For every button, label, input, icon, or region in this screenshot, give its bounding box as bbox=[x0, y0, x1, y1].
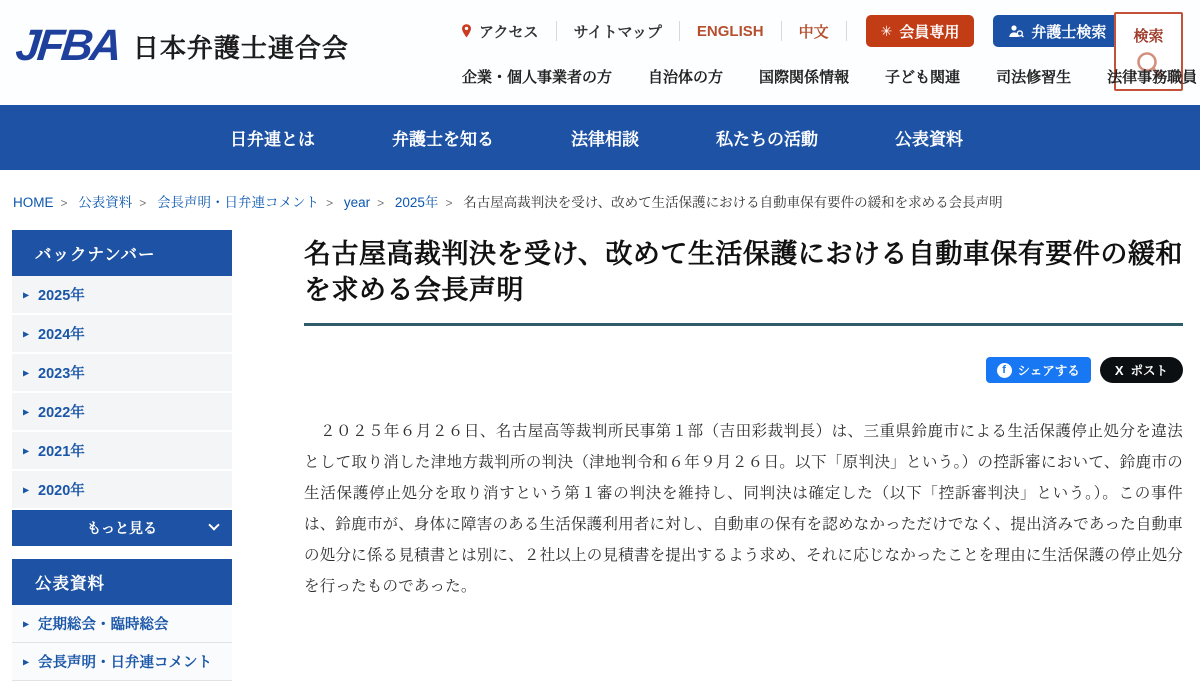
triangle-icon: ▶ bbox=[23, 619, 30, 628]
show-more-label: もっと見る bbox=[87, 520, 157, 536]
lawyer-search-button[interactable] bbox=[993, 15, 1121, 47]
breadcrumb-link[interactable]: 2025年 bbox=[394, 195, 439, 210]
triangle-icon: ▶ bbox=[23, 485, 30, 494]
facebook-share-button[interactable] bbox=[986, 357, 1091, 383]
sidebar-item-document[interactable] bbox=[12, 643, 232, 681]
sidebar-item-year[interactable] bbox=[12, 471, 232, 510]
audience-link[interactable]: 司法修習生 bbox=[996, 69, 1072, 86]
search-label: 検索 bbox=[1133, 27, 1164, 45]
share-buttons bbox=[304, 357, 1183, 383]
breadcrumb-separator-icon: > bbox=[445, 196, 453, 210]
sitemap-label: サイトマップ bbox=[573, 23, 662, 41]
audience-link[interactable]: 子ども関連 bbox=[885, 69, 961, 86]
statement-body: ２０２５年６月２６日、名古屋高等裁判所民事第１部（吉田彩裁判長）は、三重県鈴鹿市による生活保護停止処分を違法として取り消した津地方裁判所の判決（津地判令和６年９月２６日。以下「原判決」という。）の控訴審において、鈴鹿市の生活保護停止処分を取り消すという第１審の判決を維持し、同判決は確定した（以下「控訴審判決」という。）。この事件は、鈴鹿市が、身体に障害のある生活保護利用者に対し、自動車の保有を認めなかっただけでなく、提出済みであった自動車の処分に係る見積書とは別に、２社以上の見積書を提出するよう求め、それに応じなかったことを理由に生活保護の停止処分を行ったものであった。 bbox=[304, 423, 1183, 596]
documents-panel bbox=[12, 559, 232, 681]
backnumber-title: バックナンバー bbox=[12, 230, 232, 276]
sidebar-year-label: 2021年 bbox=[38, 444, 85, 460]
breadcrumb-separator-icon: > bbox=[377, 196, 385, 210]
sidebar-item-year[interactable] bbox=[12, 315, 232, 354]
breadcrumb-item bbox=[157, 195, 340, 210]
sidebar-item-year[interactable] bbox=[12, 276, 232, 315]
audience-link[interactable]: 法律事務職員 bbox=[1107, 69, 1198, 86]
sidebar-item-year[interactable] bbox=[12, 432, 232, 471]
breadcrumb-item bbox=[395, 195, 460, 210]
facebook-share-label: シェアする bbox=[1017, 364, 1080, 379]
english-label: ENGLISH bbox=[696, 22, 764, 40]
nav-item[interactable]: 公表資料 bbox=[895, 130, 963, 149]
member-only-label: 会員専用 bbox=[899, 23, 960, 41]
global-nav bbox=[0, 105, 1200, 170]
triangle-icon: ▶ bbox=[23, 407, 30, 416]
logo-acronym: JFBA bbox=[13, 21, 122, 70]
sidebar-year-label: 2020年 bbox=[38, 483, 85, 499]
breadcrumb bbox=[0, 170, 1200, 224]
utility-nav bbox=[443, 17, 1121, 45]
triangle-icon: ▶ bbox=[23, 446, 30, 455]
english-link[interactable] bbox=[680, 21, 782, 41]
breadcrumb-separator-icon: > bbox=[326, 196, 334, 210]
facebook-icon: f bbox=[997, 363, 1012, 378]
logo-org-name: 日本弁護士連合会 bbox=[132, 32, 349, 63]
sidebar bbox=[12, 230, 232, 681]
nav-item[interactable]: 法律相談 bbox=[571, 130, 639, 149]
breadcrumb-item bbox=[13, 195, 75, 210]
sidebar-year-label: 2025年 bbox=[38, 288, 85, 304]
triangle-icon: ▶ bbox=[23, 368, 30, 377]
audience-link[interactable]: 企業・個人事業者の方 bbox=[462, 69, 613, 86]
triangle-icon: ▶ bbox=[23, 657, 30, 666]
audience-nav bbox=[462, 66, 1197, 87]
lawyer-search-icon bbox=[1008, 24, 1024, 39]
show-more-button[interactable] bbox=[12, 510, 232, 546]
member-icon: ✳ bbox=[880, 23, 893, 39]
breadcrumb-link[interactable]: year bbox=[343, 195, 371, 210]
breadcrumb-link[interactable]: 公表資料 bbox=[78, 195, 133, 210]
nav-item[interactable]: 私たちの活動 bbox=[716, 130, 818, 149]
site-header bbox=[0, 0, 1200, 105]
sitemap-link[interactable] bbox=[557, 21, 680, 41]
breadcrumb-item bbox=[344, 195, 391, 210]
backnumber-list bbox=[12, 276, 232, 510]
sidebar-year-label: 2022年 bbox=[38, 405, 85, 421]
triangle-icon: ▶ bbox=[23, 329, 30, 338]
member-only-button[interactable] bbox=[866, 15, 975, 47]
sidebar-item-year[interactable] bbox=[12, 393, 232, 432]
sidebar-item-year[interactable] bbox=[12, 354, 232, 393]
x-post-button[interactable] bbox=[1100, 357, 1183, 383]
breadcrumb-separator-icon: > bbox=[60, 196, 68, 210]
title-divider bbox=[304, 323, 1183, 326]
chinese-label: 中文 bbox=[798, 23, 829, 41]
x-icon: X bbox=[1114, 362, 1124, 378]
location-pin-icon bbox=[460, 23, 473, 40]
page-title: 名古屋高裁判決を受け、改めて生活保護における自動車保有要件の緩和を求める会長声明 bbox=[304, 239, 1183, 305]
x-post-label: ポスト bbox=[1130, 364, 1168, 379]
access-label: アクセス bbox=[479, 23, 539, 41]
sidebar-year-label: 2024年 bbox=[38, 327, 85, 343]
documents-title: 公表資料 bbox=[12, 559, 232, 605]
sidebar-document-label: 定期総会・臨時総会 bbox=[38, 617, 169, 633]
chinese-link[interactable] bbox=[782, 21, 847, 41]
site-logo[interactable] bbox=[13, 21, 349, 70]
breadcrumb-separator-icon: > bbox=[139, 196, 147, 210]
triangle-icon: ▶ bbox=[23, 290, 30, 299]
nav-item[interactable]: 日弁連とは bbox=[230, 130, 315, 149]
nav-item[interactable]: 弁護士を知る bbox=[392, 130, 494, 149]
content-area bbox=[0, 224, 1200, 681]
breadcrumb-item bbox=[78, 195, 153, 210]
backnumber-panel bbox=[12, 230, 232, 546]
audience-link[interactable]: 国際関係情報 bbox=[759, 69, 850, 86]
audience-link[interactable]: 自治体の方 bbox=[648, 69, 724, 86]
documents-list bbox=[12, 605, 232, 681]
sidebar-document-label: 会長声明・日弁連コメント bbox=[38, 655, 212, 671]
sidebar-year-label: 2023年 bbox=[38, 366, 85, 382]
breadcrumb-link[interactable]: 会長声明・日弁連コメント bbox=[157, 195, 320, 210]
access-link[interactable] bbox=[443, 21, 557, 41]
sidebar-item-document[interactable] bbox=[12, 605, 232, 643]
breadcrumb-links bbox=[13, 195, 463, 210]
chevron-down-icon bbox=[208, 519, 219, 530]
breadcrumb-current: 名古屋高裁判決を受け、改めて生活保護における自動車保有要件の緩和を求める会長声明 bbox=[463, 195, 1003, 210]
lawyer-search-label: 弁護士検索 bbox=[1031, 23, 1107, 41]
breadcrumb-link[interactable]: HOME bbox=[13, 195, 54, 210]
main-content bbox=[304, 230, 1183, 602]
